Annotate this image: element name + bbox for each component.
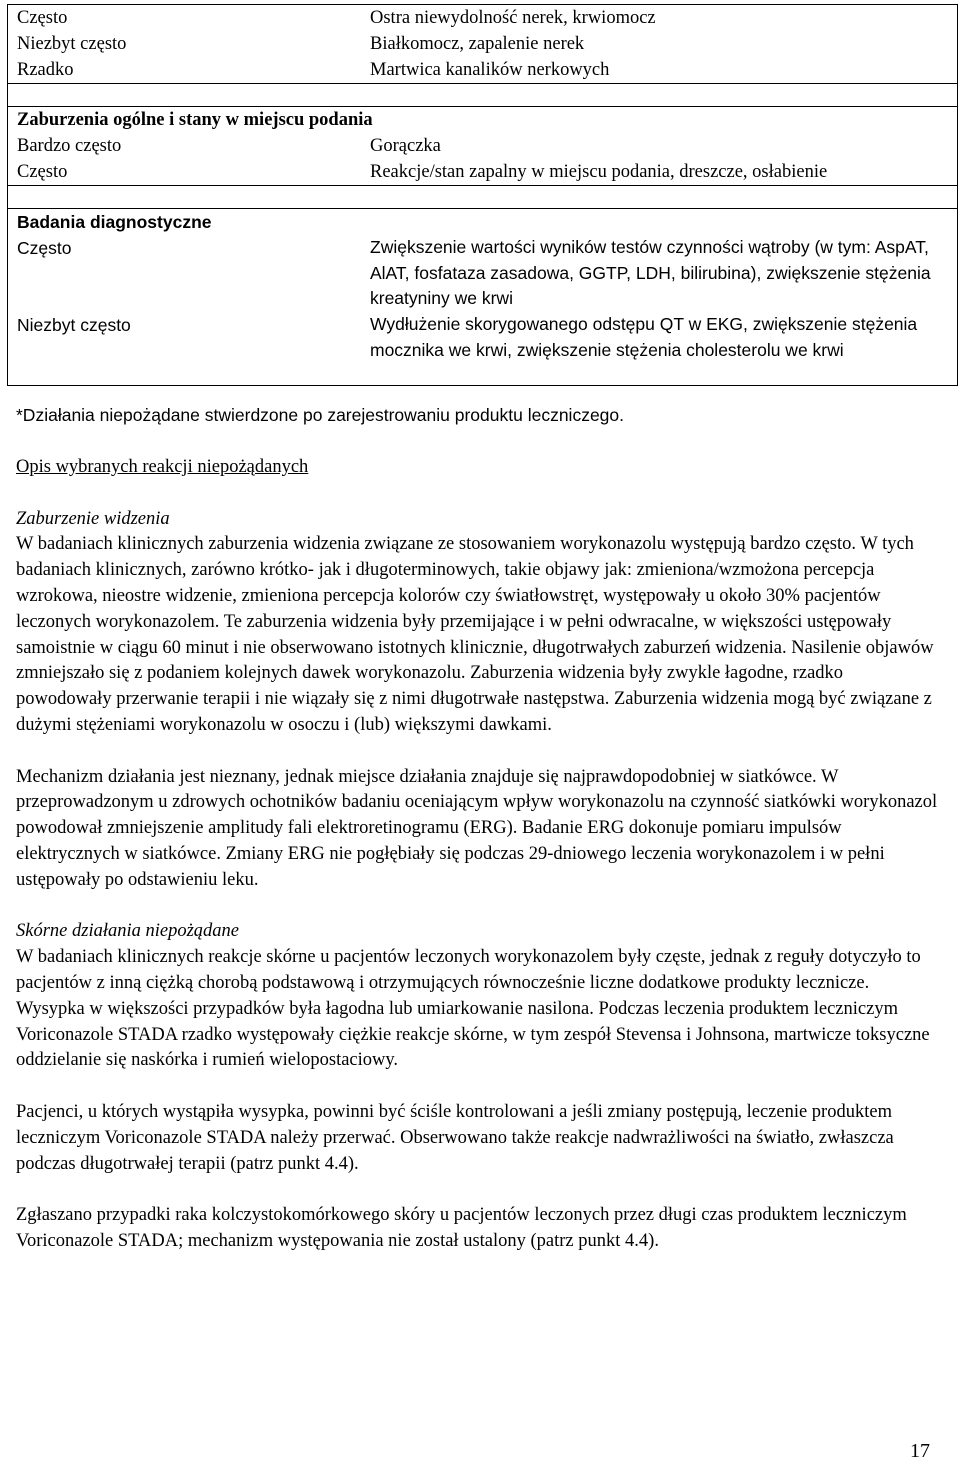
table-row	[8, 57, 957, 83]
frequency-cell: Niezbyt często	[17, 315, 131, 335]
paragraph: Zgłaszano przypadki raka kolczystokomórkowego skóry u pacjentów leczonych przez długi czas produktem leczniczym Voriconazole STADA; mechanizm występowania nie został ustalony (patrz punkt 4.4).	[16, 1205, 907, 1251]
paragraph: Mechanizm działania jest nieznany, jednak miejsce działania znajduje się najprawdopodobniej w siatkówce. W przeprowadzonym u zdrowych ochotników badaniu oceniającym wpływ worykonazolu na czynność siatkówki worykonazol powodował zmniejszenie amplitudy fali elektroretinogramu (ERG). Badanie ERG dokonuje pomiaru impulsów elektrycznych w siatkówce. Zmiany ERG nie pogłębiały się podczas 29-dniowego leczenia worykonazolem i w pełni ustępowały po odstawieniu leku.	[16, 766, 938, 890]
subsection-title-skin: Skórne działania niepożądane	[16, 921, 240, 942]
page-number: 17	[910, 1440, 930, 1462]
table-row	[8, 133, 957, 159]
frequency-cell: Często	[17, 238, 72, 258]
frequency-cell: Bardzo często	[17, 136, 122, 156]
table-divider	[8, 83, 957, 106]
effect-cell: Ostra niewydolność nerek, krwiomocz	[370, 8, 656, 28]
table-row	[8, 312, 957, 385]
section-title: Opis wybranych reakcji niepożądanych	[16, 457, 309, 477]
frequency-cell: Często	[17, 8, 68, 28]
paragraph: W badaniach klinicznych zaburzenia widzenia związane ze stosowaniem worykonazolu występują bardzo często. W tych badaniach klinicznych, zarówno krótko- jak i długoterminowych, takie objawy jak: zmieniona/wzmożona percepcja wzrokowa, nieostre widzenie, zmieniona percepcja kolorów czy światłowstręt, występowały u około 30% pacjentów leczonych worykonazolem. Te zaburzenia widzenia były przemijające i w pełni odwracalne, w większości ustępowały samoistnie w ciągu 60 minut i nie obserwowano istotnych klinicznie, długotrwałych zaburzeń widzenia. Nasilenie objawów zmniejszało się z podaniem kolejnych dawek worykonazolu. Zaburzenia widzenia były zwykle łagodne, rzadko powodowały przerwanie terapii i nie wiązały się z nimi długotrwałe następstwa. Zaburzenia widzenia mogą być związane z dużymi stężeniami worykonazolu w osoczu i (lub) większymi dawkami.	[16, 534, 934, 735]
table-row	[8, 159, 957, 185]
frequency-cell: Rzadko	[17, 60, 74, 80]
section-heading-row	[8, 106, 957, 133]
effect-cell: Gorączka	[370, 136, 441, 156]
subsection-title-vision: Zaburzenie widzenia	[16, 508, 170, 529]
effect-cell: Białkomocz, zapalenie nerek	[370, 34, 585, 54]
adverse-reactions-table	[7, 4, 958, 386]
effect-cell: Martwica kanalików nerkowych	[370, 60, 610, 80]
frequency-cell: Niezbyt często	[17, 34, 127, 54]
table-row	[8, 235, 957, 312]
section-heading: Badania diagnostyczne	[17, 212, 212, 232]
table-divider	[8, 185, 957, 208]
effect-cell: Reakcje/stan zapalny w miejscu podania, dreszcze, osłabienie	[370, 162, 828, 182]
body-text	[16, 455, 940, 1255]
effect-cell: Wydłużenie skorygowanego odstępu QT w EKG, zwiększenie stężenia mocznika we krwi, zwiększenie stężenia cholesterolu we krwi	[370, 314, 918, 360]
frequency-cell: Często	[17, 162, 68, 182]
table-row	[8, 31, 957, 57]
table-row	[8, 5, 957, 31]
table-footnote: *Działania niepożądane stwierdzone po zarejestrowaniu produktu leczniczego.	[16, 405, 625, 425]
effect-cell: Zwiększenie wartości wyników testów czynności wątroby (w tym: AspAT, AlAT, fosfataza zasadowa, GGTP, LDH, bilirubina), zwiększenie stężenia kreatyniny we krwi	[370, 237, 931, 308]
paragraph: W badaniach klinicznych reakcje skórne u pacjentów leczonych worykonazolem były częste, jednak z reguły dotyczyło to pacjentów z inną ciężką chorobą podstawową i otrzymujących równocześnie liczne dodatkowe produkty lecznicze. Wysypka w większości przypadków była łagodna lub umiarkowanie nasilona. Podczas leczenia produktem leczniczym Voriconazole STADA rzadko występowały ciężkie reakcje skórne, w tym zespół Stevensa i Johnsona, martwicze toksyczne oddzielanie się naskórka i rumień wielopostaciowy.	[16, 947, 930, 1071]
section-heading-row	[8, 208, 957, 235]
paragraph: Pacjenci, u których wystąpiła wysypka, powinni być ściśle kontrolowani a jeśli zmiany postępują, leczenie produktem leczniczym Voriconazole STADA należy przerwać. Obserwowano także reakcje nadwrażliwości na światło, zwłaszcza podczas długotrwałej terapii (patrz punkt 4.4).	[16, 1101, 894, 1174]
section-heading: Zaburzenia ogólne i stany w miejscu podania	[17, 110, 373, 130]
